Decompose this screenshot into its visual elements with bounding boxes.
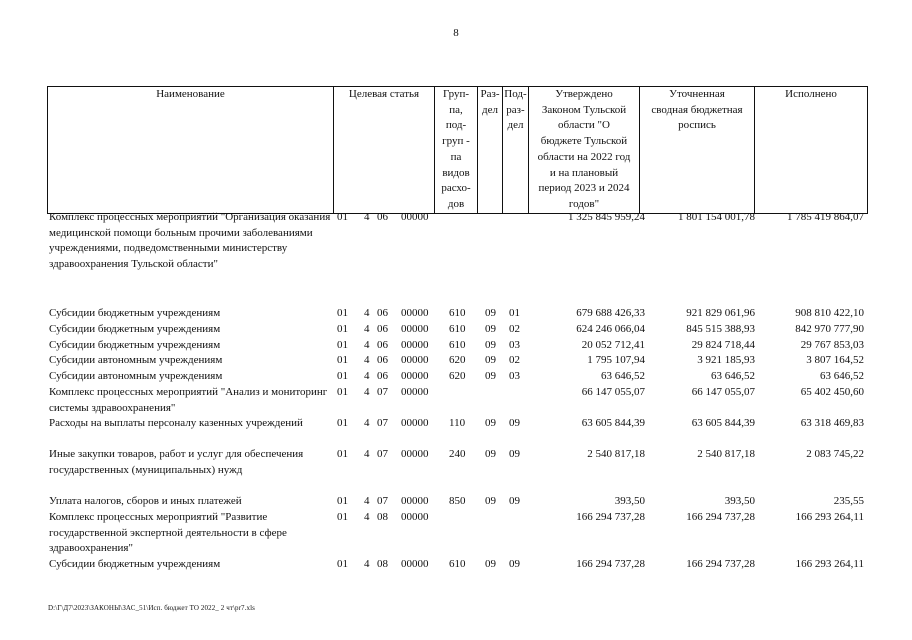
cell-b: 4 xyxy=(364,511,370,523)
cell-c: 06 xyxy=(377,323,388,335)
cell-group: 610 xyxy=(449,323,466,335)
cell-approved: 1 795 107,94 xyxy=(587,354,645,366)
row-name: Комплекс процессных мероприятий "Развитие государственной экспертной деятельности в сфере здравоохранения" xyxy=(49,511,287,555)
header-target-article: Целевая статья xyxy=(334,87,435,214)
cell-d: 00000 xyxy=(401,354,429,366)
cell-refined: 166 294 737,28 xyxy=(686,511,755,523)
cell-b: 4 xyxy=(364,211,370,223)
cell-approved: 20 052 712,41 xyxy=(581,339,645,351)
cell-approved: 393,50 xyxy=(614,495,645,507)
cell-a: 01 xyxy=(337,307,348,319)
cell-executed: 63 318 469,83 xyxy=(800,417,864,429)
cell-approved: 1 325 845 959,24 xyxy=(568,211,645,223)
cell-c: 06 xyxy=(377,307,388,319)
cell-approved: 63 605 844,39 xyxy=(581,417,645,429)
cell-approved: 2 540 817,18 xyxy=(587,448,645,460)
cell-approved: 66 147 055,07 xyxy=(581,386,645,398)
cell-executed: 63 646,52 xyxy=(820,370,864,382)
row-name: Иные закупки товаров, работ и услуг для обеспечения государственных (муниципальных) нужд xyxy=(49,448,304,476)
cell-a: 01 xyxy=(337,339,348,351)
header-executed: Исполнено xyxy=(755,87,868,214)
cell-refined: 3 921 185,93 xyxy=(697,354,755,366)
cell-approved: 679 688 426,33 xyxy=(576,307,645,319)
cell-a: 01 xyxy=(337,558,348,570)
cell-section: 09 xyxy=(485,339,496,351)
cell-c: 06 xyxy=(377,354,388,366)
header-refined: Уточненная сводная бюджетная роспись xyxy=(640,87,755,214)
cell-subsection: 09 xyxy=(509,448,520,460)
cell-executed: 166 293 264,11 xyxy=(795,558,864,570)
row-name: Субсидии автономным учреждениям xyxy=(49,354,223,366)
cell-b: 4 xyxy=(364,307,370,319)
cell-a: 01 xyxy=(337,495,348,507)
cell-a: 01 xyxy=(337,448,348,460)
cell-a: 01 xyxy=(337,354,348,366)
cell-refined: 393,50 xyxy=(724,495,755,507)
cell-subsection: 03 xyxy=(509,370,520,382)
cell-executed: 65 402 450,60 xyxy=(800,386,864,398)
header-name: Наименование xyxy=(48,87,334,214)
row-name: Уплата налогов, сборов и иных платежей xyxy=(49,495,242,507)
cell-executed: 29 767 853,03 xyxy=(800,339,864,351)
cell-approved: 63 646,52 xyxy=(601,370,645,382)
cell-executed: 908 810 422,10 xyxy=(795,307,864,319)
cell-d: 00000 xyxy=(401,307,429,319)
cell-subsection: 09 xyxy=(509,417,520,429)
cell-executed: 2 083 745,22 xyxy=(806,448,864,460)
cell-group: 850 xyxy=(449,495,466,507)
cell-b: 4 xyxy=(364,339,370,351)
cell-group: 620 xyxy=(449,370,466,382)
row-name: Субсидии автономным учреждениям xyxy=(49,370,223,382)
cell-b: 4 xyxy=(364,354,370,366)
cell-refined: 1 801 154 001,78 xyxy=(678,211,755,223)
cell-section: 09 xyxy=(485,307,496,319)
cell-refined: 29 824 718,44 xyxy=(691,339,755,351)
cell-subsection: 01 xyxy=(509,307,520,319)
cell-a: 01 xyxy=(337,370,348,382)
cell-section: 09 xyxy=(485,323,496,335)
cell-d: 00000 xyxy=(401,339,429,351)
file-path-footer: D:\Г\Д7\2023\ЗАКОНЫ\ЗАС_51\Исп. бюджет ТО 2022_ 2 чт\pr7.xls xyxy=(48,604,255,612)
cell-section: 09 xyxy=(485,370,496,382)
cell-d: 00000 xyxy=(401,323,429,335)
cell-executed: 1 785 419 864,07 xyxy=(787,211,864,223)
cell-refined: 63 646,52 xyxy=(711,370,755,382)
header-approved: Утверждено Законом Тульской области "О бюджете Тульской области на 2022 год и на плановый период 2023 и 2024 годов" xyxy=(529,87,640,214)
cell-group: 240 xyxy=(449,448,466,460)
cell-refined: 845 515 388,93 xyxy=(686,323,755,335)
cell-b: 4 xyxy=(364,323,370,335)
cell-d: 00000 xyxy=(401,448,429,460)
header-section: Раз- дел xyxy=(478,87,503,214)
cell-refined: 166 294 737,28 xyxy=(686,558,755,570)
cell-executed: 842 970 777,90 xyxy=(795,323,864,335)
row-name: Субсидии бюджетным учреждениям xyxy=(49,558,221,570)
page-number: 8 xyxy=(453,27,459,39)
row-name: Субсидии бюджетным учреждениям xyxy=(49,323,221,335)
cell-section: 09 xyxy=(485,558,496,570)
cell-b: 4 xyxy=(364,386,370,398)
cell-d: 00000 xyxy=(401,511,429,523)
row-name: Субсидии бюджетным учреждениям xyxy=(49,339,221,351)
cell-c: 07 xyxy=(377,386,388,398)
cell-refined: 66 147 055,07 xyxy=(691,386,755,398)
cell-b: 4 xyxy=(364,370,370,382)
cell-b: 4 xyxy=(364,448,370,460)
cell-d: 00000 xyxy=(401,558,429,570)
cell-a: 01 xyxy=(337,323,348,335)
cell-subsection: 03 xyxy=(509,339,520,351)
cell-section: 09 xyxy=(485,354,496,366)
cell-approved: 624 246 066,04 xyxy=(576,323,645,335)
cell-c: 06 xyxy=(377,211,388,223)
row-name: Субсидии бюджетным учреждениям xyxy=(49,307,221,319)
cell-c: 06 xyxy=(377,370,388,382)
cell-section: 09 xyxy=(485,417,496,429)
row-name: Комплекс процессных мероприятий "Организация оказания медицинской помощи больным прочими заболеваниями учреждениями, подведомственными министерству здравоохранения Тульской области" xyxy=(49,211,331,271)
cell-refined: 2 540 817,18 xyxy=(697,448,755,460)
cell-a: 01 xyxy=(337,417,348,429)
cell-group: 610 xyxy=(449,339,466,351)
cell-section: 09 xyxy=(485,448,496,460)
row-name: Комплекс процессных мероприятий "Анализ и мониторинг системы здравоохранения" xyxy=(49,386,328,414)
row-name: Расходы на выплаты персоналу казенных учреждений xyxy=(49,417,303,429)
cell-subsection: 02 xyxy=(509,354,520,366)
cell-group: 110 xyxy=(449,417,466,429)
cell-subsection: 02 xyxy=(509,323,520,335)
cell-c: 08 xyxy=(377,511,388,523)
cell-d: 00000 xyxy=(401,386,429,398)
cell-d: 00000 xyxy=(401,370,429,382)
cell-c: 07 xyxy=(377,417,388,429)
cell-group: 620 xyxy=(449,354,466,366)
cell-a: 01 xyxy=(337,211,348,223)
cell-subsection: 09 xyxy=(509,558,520,570)
cell-approved: 166 294 737,28 xyxy=(576,558,645,570)
cell-executed: 166 293 264,11 xyxy=(795,511,864,523)
cell-b: 4 xyxy=(364,417,370,429)
table-header xyxy=(47,86,868,214)
cell-executed: 3 807 164,52 xyxy=(806,354,864,366)
cell-d: 00000 xyxy=(401,417,429,429)
cell-c: 07 xyxy=(377,495,388,507)
cell-b: 4 xyxy=(364,558,370,570)
cell-a: 01 xyxy=(337,511,348,523)
cell-refined: 63 605 844,39 xyxy=(691,417,755,429)
cell-d: 00000 xyxy=(401,211,429,223)
cell-c: 08 xyxy=(377,558,388,570)
cell-c: 07 xyxy=(377,448,388,460)
cell-approved: 166 294 737,28 xyxy=(576,511,645,523)
header-subsection: Под- раз- дел xyxy=(503,87,529,214)
cell-c: 06 xyxy=(377,339,388,351)
cell-d: 00000 xyxy=(401,495,429,507)
cell-executed: 235,55 xyxy=(833,495,864,507)
cell-refined: 921 829 061,96 xyxy=(686,307,755,319)
cell-group: 610 xyxy=(449,558,466,570)
cell-group: 610 xyxy=(449,307,466,319)
cell-a: 01 xyxy=(337,386,348,398)
cell-b: 4 xyxy=(364,495,370,507)
cell-section: 09 xyxy=(485,495,496,507)
cell-subsection: 09 xyxy=(509,495,520,507)
header-expense-group: Груп- па, под- груп - па видов расхо- дов xyxy=(435,87,478,214)
